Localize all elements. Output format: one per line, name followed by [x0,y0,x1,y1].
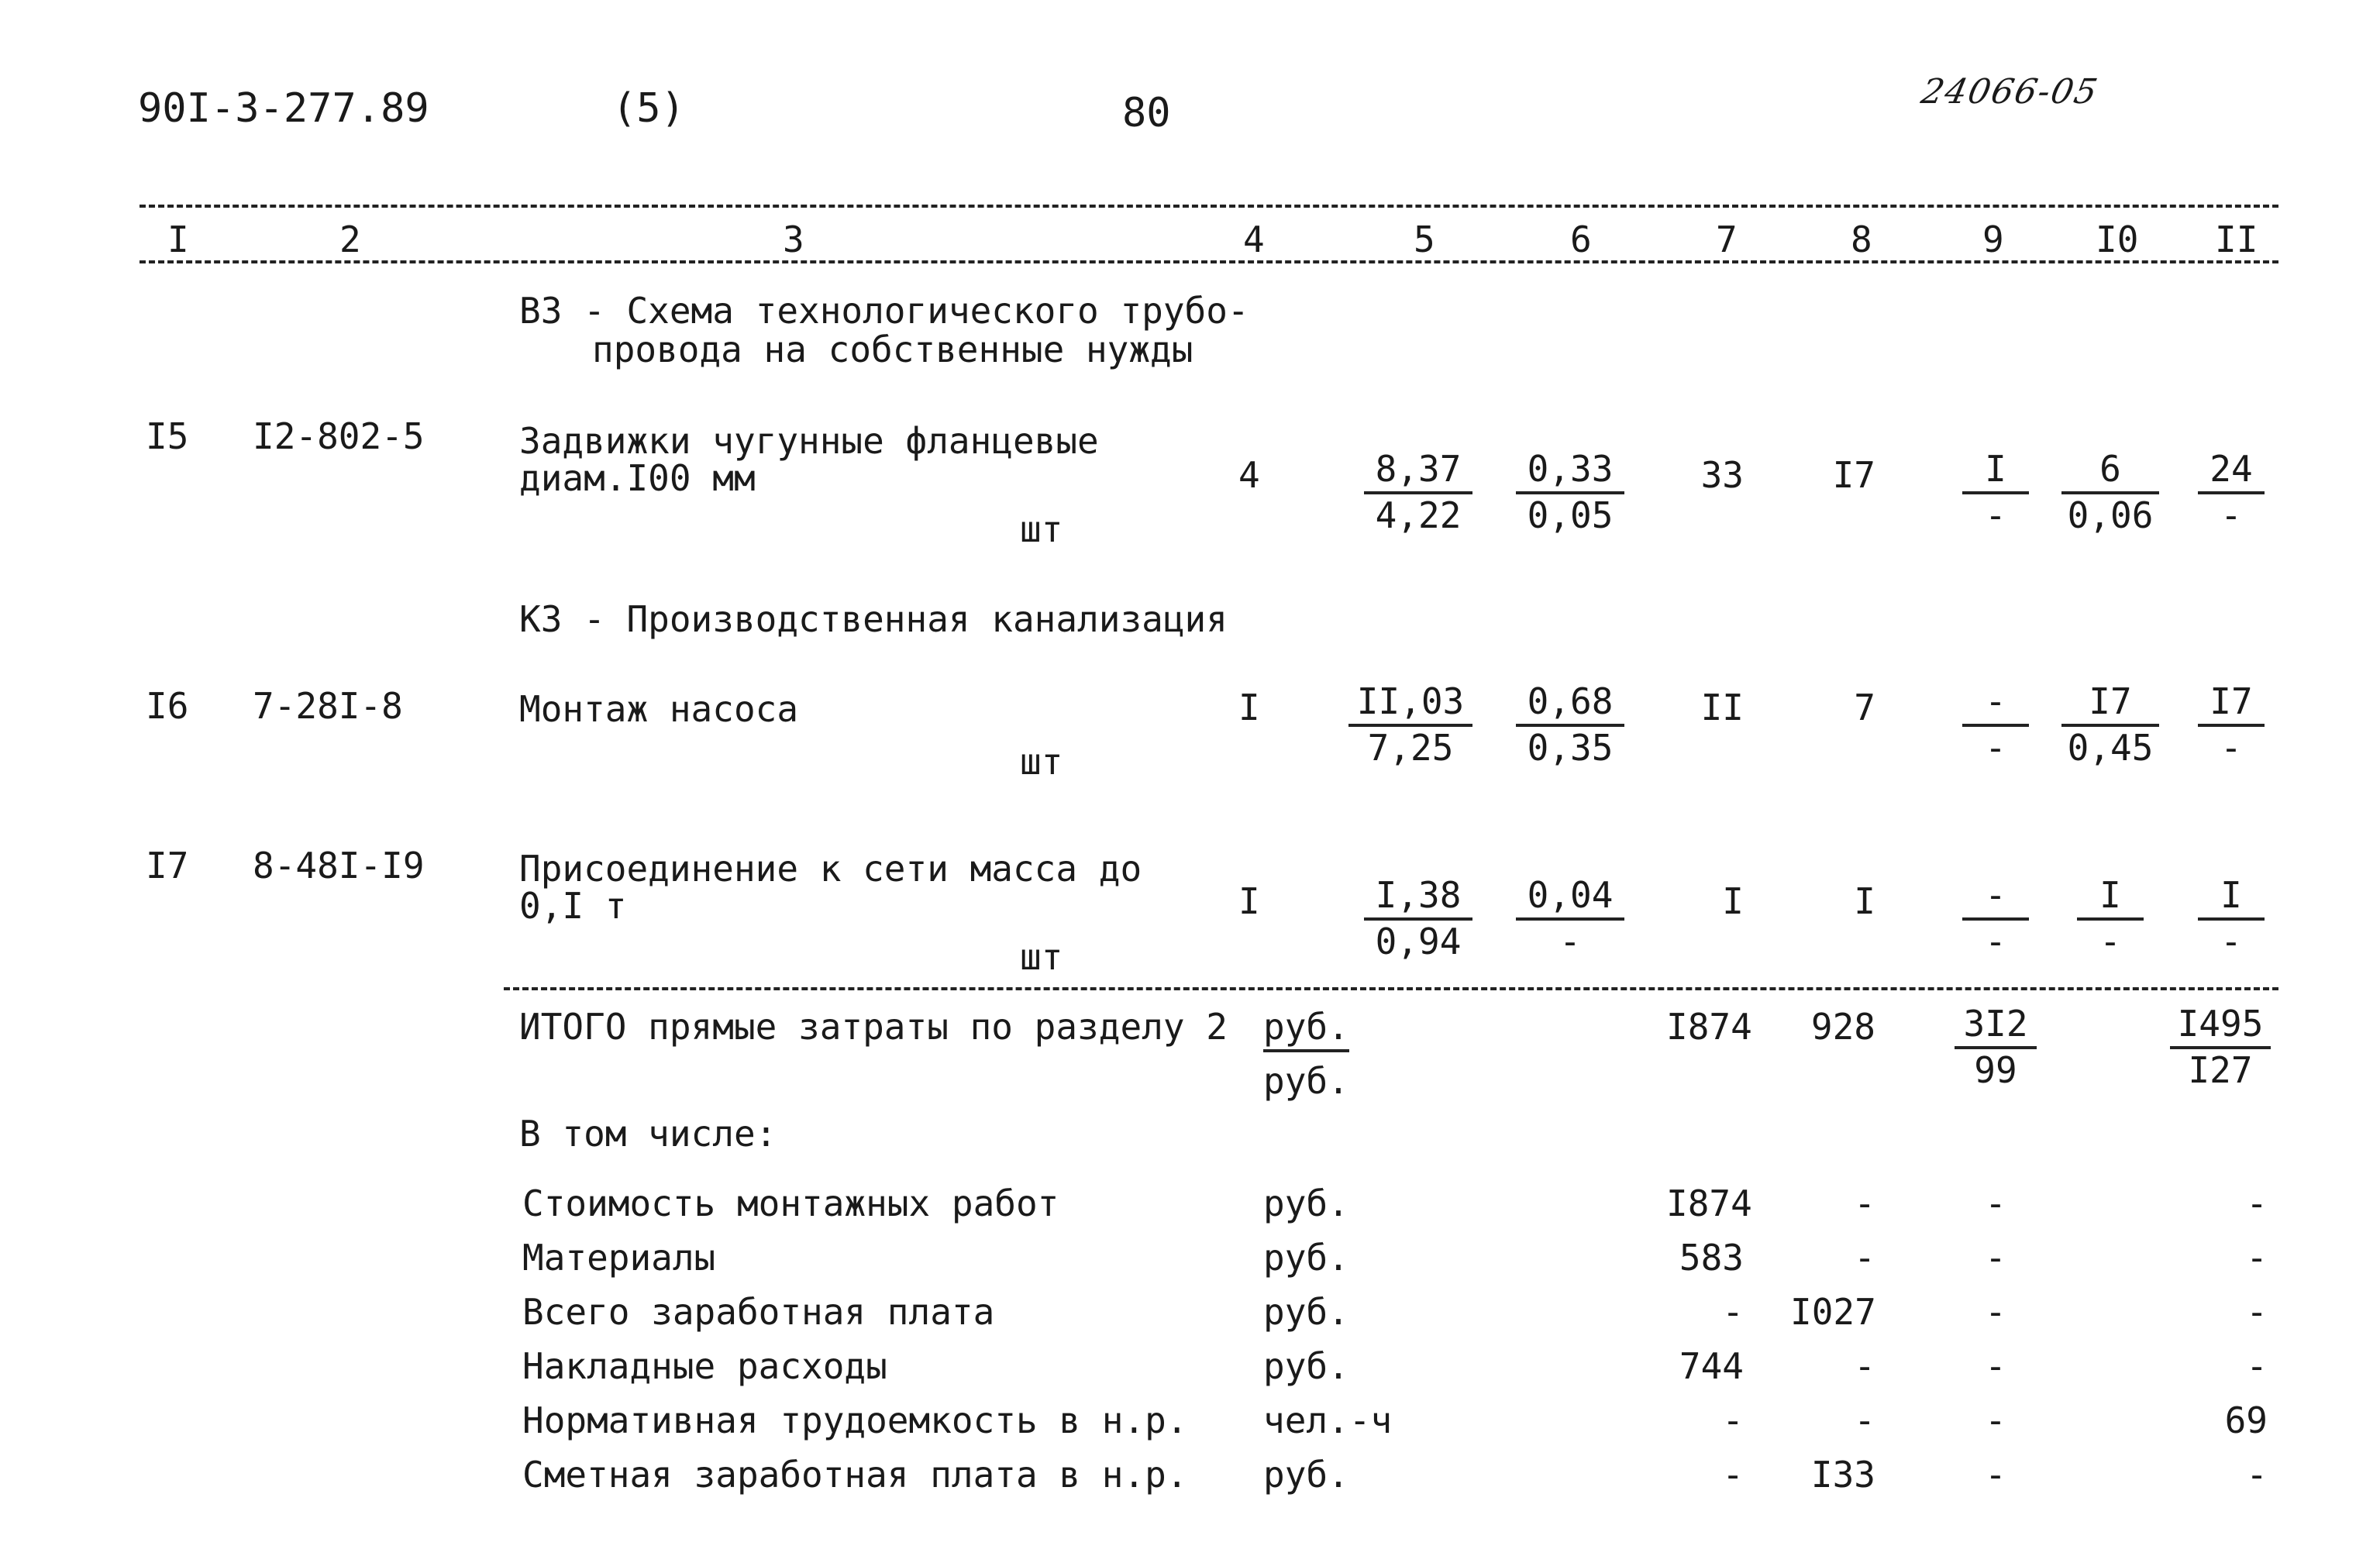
col-header-11: II [2215,219,2258,260]
cell-c10: I - [2077,876,2144,961]
breakdown-c9: - [1985,1291,2006,1333]
total-c7: I874 [1666,1006,1752,1048]
breakdown-unit: руб. [1263,1182,1349,1224]
cell-c7: II [1700,687,1744,728]
cell-c8: I [1854,880,1875,922]
section-k3-title: К3 - Производственная канализация [519,598,1228,640]
breakdown-c7: - [1722,1291,1744,1333]
cell-c10: $\frac{6}{0,06}$ [2061,449,2159,535]
row-unit: шт [1020,508,1063,550]
breakdown-c9: - [1985,1454,2006,1496]
breakdown-label: Всего заработная плата [522,1291,995,1333]
breakdown-c9: - [1985,1182,2006,1224]
totals-rule [504,987,2278,990]
col-header-10: I0 [2096,219,2139,260]
total-label: ИТОГО прямые затраты по разделу 2 [519,1006,1228,1048]
breakdown-c8: I33 [1810,1454,1875,1496]
breakdown-c9: - [1985,1345,2006,1387]
cell-c8: 7 [1854,687,1875,728]
breakdown-c9: - [1985,1237,2006,1279]
cell-c6: 0,04 - [1516,876,1624,961]
document-code: 90I-3-277.89 [138,85,429,132]
cell-c6: $\frac{0,33}{0,05}$ [1516,449,1624,535]
cell-c8: I7 [1832,454,1875,496]
breakdown-c8: I027 [1790,1291,1876,1333]
col-header-6: 6 [1570,219,1592,260]
row-number: I6 [146,685,189,727]
breakdown-label: Нормативная трудоемкость в н.р. [522,1399,1188,1441]
total-unit: руб. [1263,1007,1349,1046]
part-number: (5) [612,85,685,132]
row-number: I7 [146,845,189,886]
breakdown-c9: - [1985,1399,2006,1441]
handwritten-inventory-number: 24066-05 [1917,72,2103,112]
cell-c6: $\frac{0,68}{0,35}$ [1516,682,1624,767]
breakdown-unit: руб. [1263,1454,1349,1496]
breakdown-unit: руб. [1263,1237,1349,1279]
row-quantity: I [1238,687,1260,728]
cell-c5: $\frac{8,37}{4,22}$ [1364,449,1472,535]
total-c8: 928 [1810,1006,1875,1048]
breakdown-label: Материалы [522,1237,716,1279]
cell-c5: $\frac{II,03}{7,25}$ [1348,682,1472,767]
header-bottom-rule [139,260,2278,263]
col-header-1: I [167,219,189,260]
breakdown-c8: - [1854,1399,1875,1441]
including-label: В том числе: [519,1113,777,1155]
row-unit: шт [1020,936,1063,978]
breakdown-c11: - [2246,1237,2268,1279]
breakdown-c11: - [2246,1345,2268,1387]
breakdown-c7: - [1722,1399,1744,1441]
col-header-4: 4 [1243,219,1265,260]
cell-c7: I [1722,880,1744,922]
cell-c11: I - [2198,876,2265,961]
breakdown-c11: - [2246,1291,2268,1333]
header-top-rule [139,205,2278,208]
cell-c9: - - [1962,876,2029,961]
cell-c5: $\frac{I,38}{0,94}$ [1364,876,1472,961]
row-code: 7-28I-8 [253,685,403,727]
breakdown-unit: руб. [1263,1345,1349,1387]
cell-c10: $\frac{I7}{0,45}$ [2061,682,2159,767]
breakdown-c11: - [2246,1454,2268,1496]
breakdown-unit: руб. [1263,1291,1349,1333]
row-description: Монтаж насоса [519,688,799,730]
breakdown-unit: чел.-ч [1263,1399,1393,1441]
breakdown-label: Накладные расходы [522,1345,887,1387]
breakdown-c11: 69 [2224,1399,2268,1441]
row-description-cont: 0,I т [519,885,627,927]
breakdown-c8: - [1854,1345,1875,1387]
row-description: Задвижки чугунные фланцевые [519,420,1099,462]
cell-c7: 33 [1700,454,1744,496]
col-header-7: 7 [1716,219,1738,260]
cell-c11: 24 - [2198,449,2265,535]
breakdown-label: Стоимость монтажных работ [522,1182,1059,1224]
breakdown-c8: - [1854,1237,1875,1279]
col-header-2: 2 [339,219,361,260]
breakdown-c7: - [1722,1454,1744,1496]
row-code: 8-48I-I9 [253,845,425,886]
row-number: I5 [146,415,189,457]
row-description: Присоединение к сети масса до [519,848,1142,890]
col-header-3: 3 [783,219,804,260]
row-quantity: 4 [1238,454,1260,496]
breakdown-c11: - [2246,1182,2268,1224]
page-number: 80 [1122,90,1171,136]
breakdown-c7: 744 [1679,1345,1744,1387]
col-header-8: 8 [1851,219,1872,260]
col-header-9: 9 [1982,219,2004,260]
row-description-cont: диам.I00 мм [519,457,756,499]
cell-c9: - - [1962,682,2029,767]
breakdown-c8: - [1854,1182,1875,1224]
cell-c11: I7 - [2198,682,2265,767]
total-unit-2: руб. [1263,1060,1349,1102]
total-c9: $\frac{3I2}{99}$ [1955,1004,2037,1090]
section-v3-title-cont: провода на собственные нужды [592,329,1193,370]
breakdown-label: Сметная заработная плата в н.р. [522,1454,1188,1496]
row-code: I2-802-5 [253,415,425,457]
row-quantity: I [1238,880,1260,922]
row-unit: шт [1020,741,1063,783]
total-c11: $\frac{I495}{I27}$ [2170,1004,2271,1090]
breakdown-c7: I874 [1666,1182,1752,1224]
col-header-5: 5 [1414,219,1435,260]
breakdown-c7: 583 [1679,1237,1744,1279]
cell-c9: I - [1962,449,2029,535]
section-v3-title: В3 - Схема технологического трубо- [519,290,1249,332]
